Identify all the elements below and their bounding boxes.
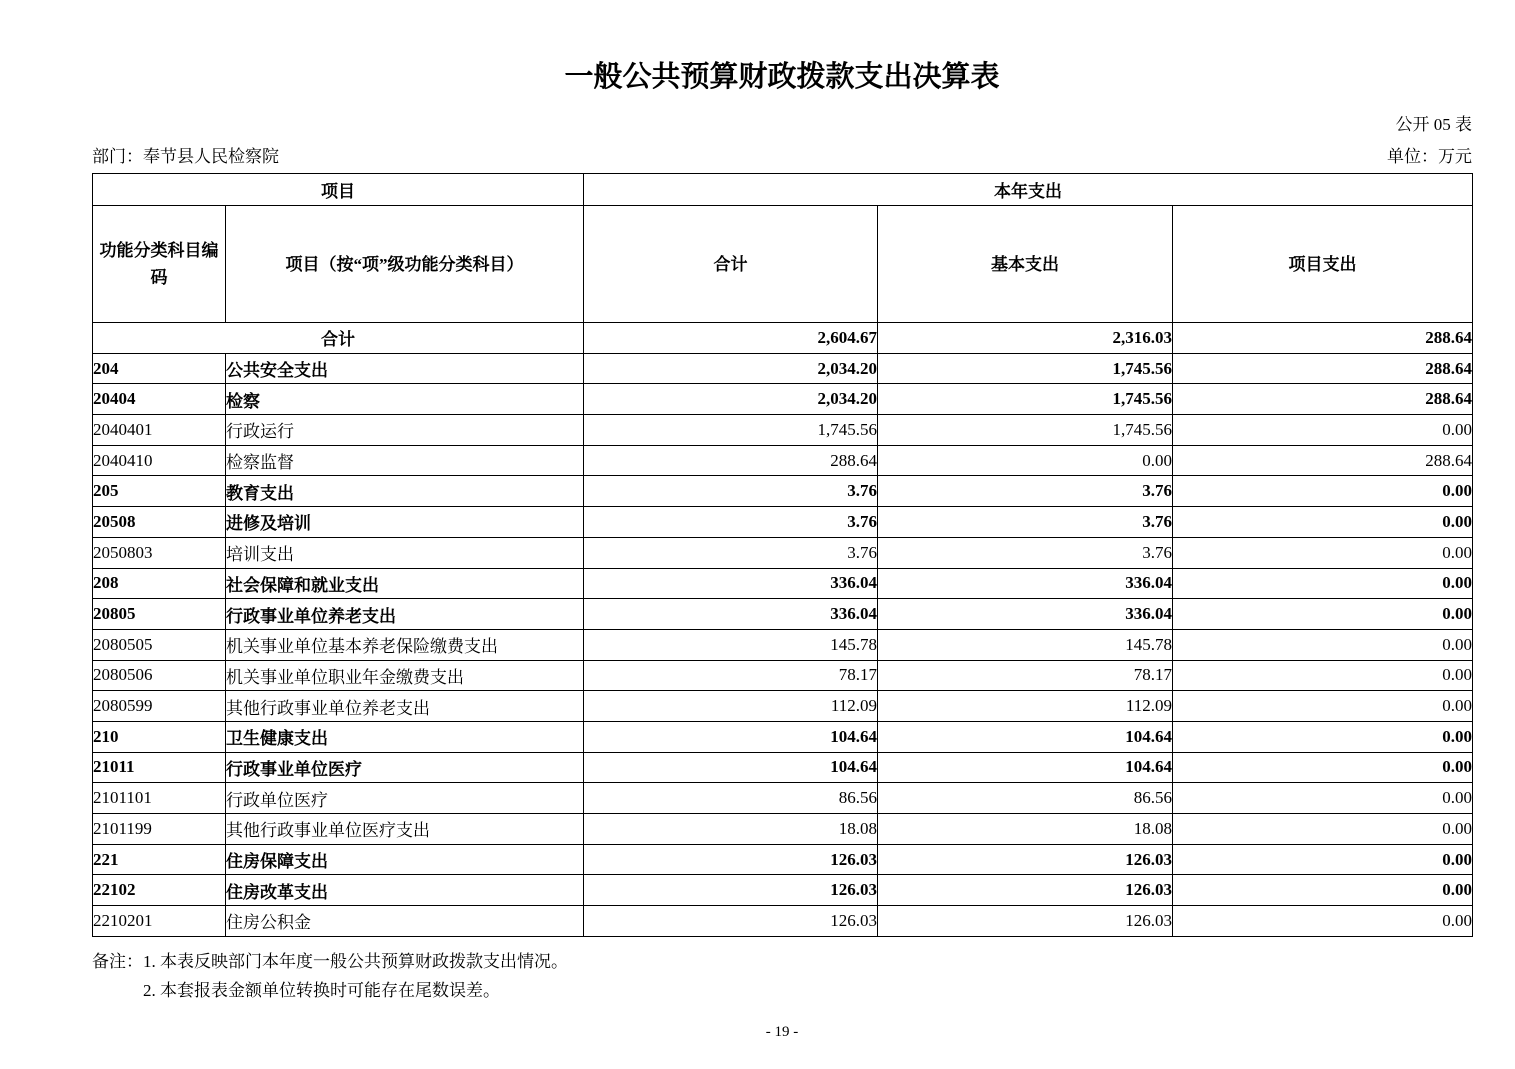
cell-function-code: 2101101 [93, 783, 226, 814]
header-col-function-code: 功能分类科目编码 [93, 206, 226, 323]
cell-total-amount: 86.56 [584, 783, 878, 814]
header-group-current-year-expenditure: 本年支出 [584, 174, 1473, 206]
header-columns-row [93, 206, 1473, 323]
cell-function-code: 2040410 [93, 445, 226, 476]
cell-project-amount: 0.00 [1173, 537, 1473, 568]
department-label: 部门：奉节县人民检察院 [92, 147, 279, 166]
cell-total-amount: 126.03 [584, 875, 878, 906]
cell-item-name: 公共安全支出 [226, 353, 584, 384]
cell-project-amount: 0.00 [1173, 906, 1473, 937]
cell-function-code: 208 [93, 568, 226, 599]
cell-item-name: 行政事业单位医疗 [226, 752, 584, 783]
table-row [93, 906, 1473, 937]
cell-project-amount: 0.00 [1173, 599, 1473, 630]
cell-function-code: 210 [93, 721, 226, 752]
cell-total-amount: 2,034.20 [584, 384, 878, 415]
cell-function-code: 2080599 [93, 691, 226, 722]
cell-total-amount: 2,604.67 [584, 323, 878, 354]
cell-total-amount: 78.17 [584, 660, 878, 691]
table-row [93, 814, 1473, 845]
cell-function-code: 2080505 [93, 629, 226, 660]
cell-function-code: 20508 [93, 507, 226, 538]
table-row [93, 537, 1473, 568]
cell-item-name: 社会保障和就业支出 [226, 568, 584, 599]
cell-basic-amount: 1,745.56 [878, 384, 1173, 415]
table-row [93, 721, 1473, 752]
meta-row [92, 144, 1472, 170]
table-row [93, 445, 1473, 476]
cell-total-amount: 112.09 [584, 691, 878, 722]
page-title: 一般公共预算财政拨款支出决算表 [564, 61, 1000, 93]
cell-item-name: 行政事业单位养老支出 [226, 599, 584, 630]
header-group-row [93, 174, 1473, 206]
table-row [93, 752, 1473, 783]
unit-label: 单位：万元 [1387, 147, 1472, 166]
cell-function-code: 2050803 [93, 537, 226, 568]
cell-function-code: 2080506 [93, 660, 226, 691]
cell-function-code: 2101199 [93, 814, 226, 845]
cell-item-name: 卫生健康支出 [226, 721, 584, 752]
cell-total-amount: 2,034.20 [584, 353, 878, 384]
notes [92, 947, 1472, 1005]
cell-project-amount: 0.00 [1173, 844, 1473, 875]
cell-item-name: 住房公积金 [226, 906, 584, 937]
cell-function-code: 20404 [93, 384, 226, 415]
cell-basic-amount: 336.04 [878, 599, 1173, 630]
cell-basic-amount: 78.17 [878, 660, 1173, 691]
table-row [93, 415, 1473, 446]
cell-item-name: 机关事业单位职业年金缴费支出 [226, 660, 584, 691]
cell-total-amount: 336.04 [584, 568, 878, 599]
table-row [93, 599, 1473, 630]
cell-function-code: 21011 [93, 752, 226, 783]
cell-project-amount: 0.00 [1173, 507, 1473, 538]
cell-item-name: 行政运行 [226, 415, 584, 446]
table-row [93, 353, 1473, 384]
header-col-item: 项目（按“项”级功能分类科目） [226, 206, 584, 323]
cell-item-name: 行政单位医疗 [226, 783, 584, 814]
table-row [93, 568, 1473, 599]
cell-total-amount: 145.78 [584, 629, 878, 660]
cell-function-code: 2040401 [93, 415, 226, 446]
note-line-2: 2. 本套报表金额单位转换时可能存在尾数误差。 [143, 980, 500, 1000]
cell-function-code: 20805 [93, 599, 226, 630]
cell-basic-amount: 3.76 [878, 537, 1173, 568]
table-row [93, 476, 1473, 507]
cell-total-amount: 126.03 [584, 906, 878, 937]
cell-total-amount: 3.76 [584, 507, 878, 538]
cell-basic-amount: 3.76 [878, 507, 1173, 538]
cell-basic-amount: 1,745.56 [878, 353, 1173, 384]
cell-project-amount: 0.00 [1173, 629, 1473, 660]
cell-function-code: 2210201 [93, 906, 226, 937]
cell-total-amount: 3.76 [584, 476, 878, 507]
cell-basic-amount: 145.78 [878, 629, 1173, 660]
table-row [93, 844, 1473, 875]
cell-item-name: 住房改革支出 [226, 875, 584, 906]
header-col-project-expenditure: 项目支出 [1173, 206, 1473, 323]
cell-item-name: 其他行政事业单位医疗支出 [226, 814, 584, 845]
cell-project-amount: 288.64 [1173, 323, 1473, 354]
cell-item-name: 住房保障支出 [226, 844, 584, 875]
cell-total-amount: 126.03 [584, 844, 878, 875]
cell-total-amount: 288.64 [584, 445, 878, 476]
cell-basic-amount: 112.09 [878, 691, 1173, 722]
cell-basic-amount: 126.03 [878, 906, 1173, 937]
header-col-basic-expenditure: 基本支出 [878, 206, 1173, 323]
cell-basic-amount: 126.03 [878, 875, 1173, 906]
cell-project-amount: 0.00 [1173, 660, 1473, 691]
cell-item-name: 进修及培训 [226, 507, 584, 538]
table-row [93, 629, 1473, 660]
cell-basic-amount: 18.08 [878, 814, 1173, 845]
cell-total-amount: 18.08 [584, 814, 878, 845]
table-row [93, 875, 1473, 906]
cell-item-name: 检察监督 [226, 445, 584, 476]
cell-project-amount: 288.64 [1173, 384, 1473, 415]
cell-basic-amount: 0.00 [878, 445, 1173, 476]
cell-function-code: 205 [93, 476, 226, 507]
cell-project-amount: 0.00 [1173, 814, 1473, 845]
cell-project-amount: 0.00 [1173, 691, 1473, 722]
cell-total-amount: 1,745.56 [584, 415, 878, 446]
header-group-project: 项目 [93, 174, 584, 206]
cell-project-amount: 0.00 [1173, 415, 1473, 446]
cell-total-amount: 3.76 [584, 537, 878, 568]
table-row [93, 323, 1473, 354]
cell-total-amount: 104.64 [584, 721, 878, 752]
note-line-1: 1. 本表反映部门本年度一般公共预算财政拨款支出情况。 [143, 951, 568, 971]
cell-item-total: 合计 [93, 323, 584, 354]
cell-project-amount: 0.00 [1173, 476, 1473, 507]
table-row [93, 507, 1473, 538]
cell-project-amount: 288.64 [1173, 445, 1473, 476]
table-row [93, 660, 1473, 691]
cell-item-name: 培训支出 [226, 537, 584, 568]
cell-project-amount: 288.64 [1173, 353, 1473, 384]
cell-basic-amount: 3.76 [878, 476, 1173, 507]
header-col-total: 合计 [584, 206, 878, 323]
cell-function-code: 221 [93, 844, 226, 875]
table-row [93, 691, 1473, 722]
cell-function-code: 22102 [93, 875, 226, 906]
cell-basic-amount: 126.03 [878, 844, 1173, 875]
cell-basic-amount: 2,316.03 [878, 323, 1173, 354]
cell-total-amount: 104.64 [584, 752, 878, 783]
page-number: - 19 - [765, 1023, 799, 1040]
cell-function-code: 204 [93, 353, 226, 384]
cell-basic-amount: 104.64 [878, 752, 1173, 783]
cell-item-name: 教育支出 [226, 476, 584, 507]
cell-item-name: 检察 [226, 384, 584, 415]
cell-project-amount: 0.00 [1173, 721, 1473, 752]
cell-total-amount: 336.04 [584, 599, 878, 630]
notes-lines [143, 947, 568, 1005]
cell-basic-amount: 104.64 [878, 721, 1173, 752]
cell-basic-amount: 336.04 [878, 568, 1173, 599]
cell-basic-amount: 86.56 [878, 783, 1173, 814]
cell-project-amount: 0.00 [1173, 568, 1473, 599]
expenditure-table [92, 173, 1473, 937]
notes-label: 备注： [92, 951, 143, 971]
cell-project-amount: 0.00 [1173, 783, 1473, 814]
cell-item-name: 机关事业单位基本养老保险缴费支出 [226, 629, 584, 660]
cell-basic-amount: 1,745.56 [878, 415, 1173, 446]
cell-project-amount: 0.00 [1173, 752, 1473, 783]
table-code-label: 公开 05 表 [1395, 115, 1472, 134]
cell-project-amount: 0.00 [1173, 875, 1473, 906]
table-row [93, 384, 1473, 415]
cell-item-name: 其他行政事业单位养老支出 [226, 691, 584, 722]
table-row [93, 783, 1473, 814]
